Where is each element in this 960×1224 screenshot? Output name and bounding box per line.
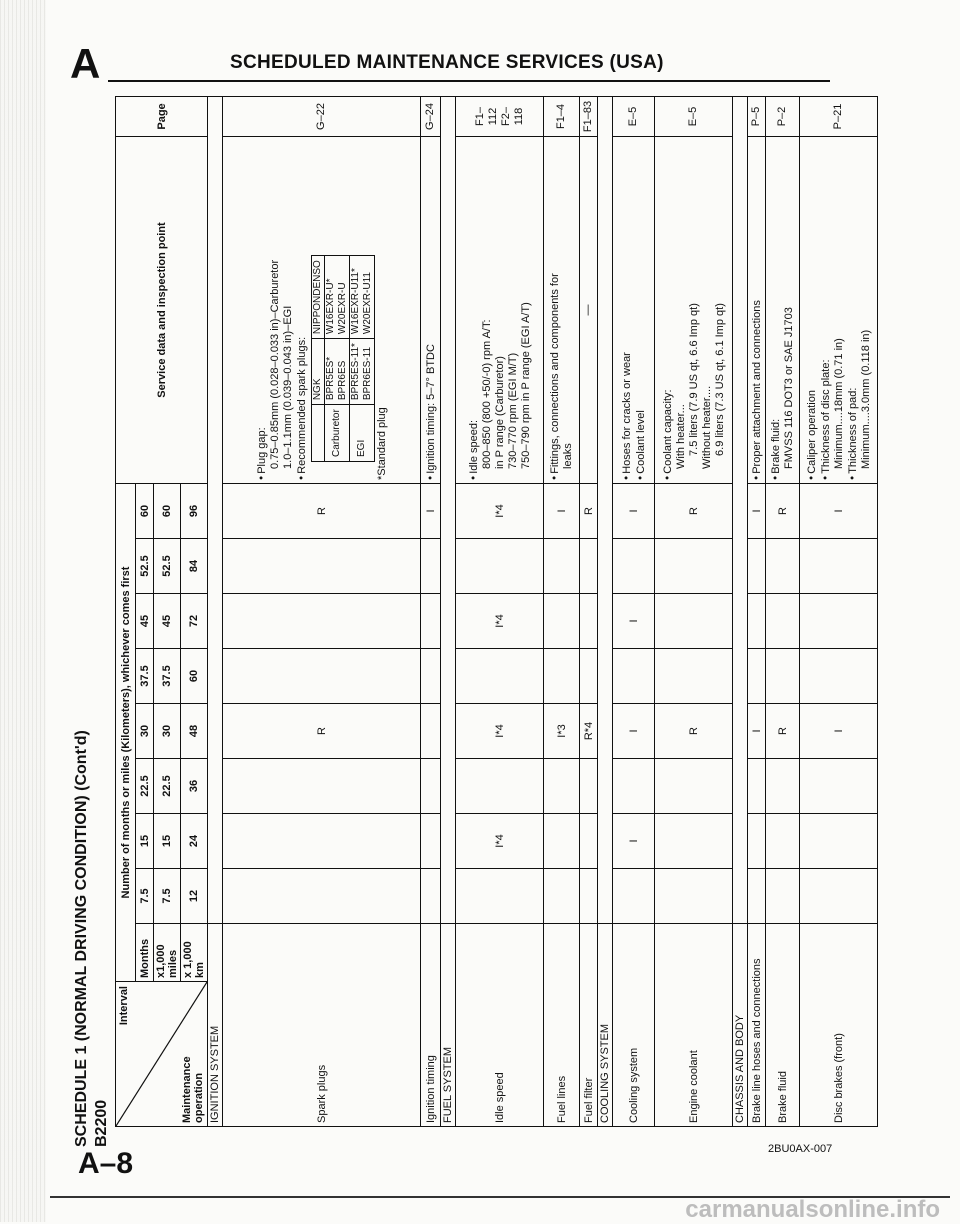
interval-mark bbox=[766, 814, 800, 869]
month-value: 60 bbox=[136, 483, 154, 538]
miles-value: 15 bbox=[154, 814, 181, 869]
interval-mark: R bbox=[223, 483, 421, 538]
interval-mark bbox=[766, 649, 800, 704]
interval-mark: I bbox=[613, 704, 655, 759]
interval-mark bbox=[655, 594, 733, 649]
service-data: — bbox=[580, 136, 598, 483]
miles-value: 45 bbox=[154, 594, 181, 649]
interval-header: Number of months or miles (Kilometers), whichever comes first bbox=[116, 483, 136, 981]
km-value: 60 bbox=[181, 649, 208, 704]
operation-name: Idle speed bbox=[456, 924, 544, 1127]
interval-mark bbox=[223, 869, 421, 924]
corner-header-cell bbox=[116, 982, 208, 1127]
interval-mark bbox=[766, 759, 800, 814]
interval-mark bbox=[223, 649, 421, 704]
interval-mark bbox=[613, 649, 655, 704]
miles-value: 52.5 bbox=[154, 539, 181, 594]
interval-mark bbox=[421, 759, 441, 814]
operation-name: Spark plugs bbox=[223, 924, 421, 1127]
interval-label: Interval bbox=[118, 986, 130, 1026]
interval-mark bbox=[544, 539, 580, 594]
page-title: SCHEDULED MAINTENANCE SERVICES (USA) bbox=[230, 52, 664, 73]
interval-mark bbox=[655, 814, 733, 869]
page-ref: F1–4 bbox=[544, 96, 580, 136]
operation-name: Brake line hoses and connections bbox=[748, 924, 766, 1127]
month-value: 15 bbox=[136, 814, 154, 869]
header-rule bbox=[108, 80, 830, 82]
interval-mark: R bbox=[655, 704, 733, 759]
km-value: 84 bbox=[181, 539, 208, 594]
page-ref: E–5 bbox=[655, 96, 733, 136]
interval-mark bbox=[223, 539, 421, 594]
km-value: 24 bbox=[181, 814, 208, 869]
interval-mark bbox=[655, 869, 733, 924]
interval-mark bbox=[800, 539, 878, 594]
scan-binding-edge bbox=[0, 0, 46, 1222]
operation-name: Ignition timing bbox=[421, 924, 441, 1127]
interval-mark bbox=[655, 649, 733, 704]
table-row bbox=[766, 96, 800, 1126]
service-data: ● Fittings, connections and components for leaks bbox=[544, 136, 580, 483]
table-row bbox=[613, 96, 655, 1126]
service-data: ● Idle speed: 800–850 (800 +50/-0) rpm A/T: in P range (Carburetor) 730–770 rpm (EGI M/T) 750–790 rpm in P range (EGI A/T) bbox=[456, 136, 544, 483]
interval-mark bbox=[655, 759, 733, 814]
interval-mark bbox=[800, 594, 878, 649]
figure-code: 2BU0AX-007 bbox=[768, 1143, 833, 1155]
km-value: 36 bbox=[181, 759, 208, 814]
interval-mark: R bbox=[655, 483, 733, 538]
interval-mark bbox=[766, 594, 800, 649]
unit-km: x 1,000 km bbox=[181, 924, 208, 982]
page-header: Page bbox=[116, 96, 208, 136]
interval-mark bbox=[580, 869, 598, 924]
interval-mark bbox=[421, 704, 441, 759]
interval-mark: I*3 bbox=[544, 704, 580, 759]
interval-mark bbox=[421, 594, 441, 649]
table-row bbox=[223, 96, 421, 1126]
maintenance-operation-label: Maintenance operation bbox=[181, 1056, 205, 1123]
interval-mark bbox=[421, 869, 441, 924]
watermark: carmanualsonline.info bbox=[685, 1196, 940, 1223]
km-value: 48 bbox=[181, 704, 208, 759]
miles-value: 22.5 bbox=[154, 759, 181, 814]
interval-mark bbox=[613, 869, 655, 924]
schedule-title: SCHEDULE 1 (NORMAL DRIVING CONDITION) (Cont'd) bbox=[73, 730, 90, 1147]
page-ref: P–2 bbox=[766, 96, 800, 136]
interval-mark bbox=[613, 759, 655, 814]
service-header: Service data and inspection point bbox=[116, 136, 208, 483]
interval-mark: R bbox=[766, 483, 800, 538]
service-data: ● Coolant capacity: With heater... 7.5 liters (7.9 US qt, 6.6 Imp qt) Without heater.... 6.9 liters (7.3 US qt, 6.1 Imp qt) bbox=[655, 136, 733, 483]
interval-mark: R*4 bbox=[580, 704, 598, 759]
interval-mark: I*4 bbox=[456, 594, 544, 649]
interval-mark bbox=[544, 814, 580, 869]
interval-mark bbox=[748, 814, 766, 869]
table-row bbox=[800, 96, 878, 1126]
km-value: 12 bbox=[181, 869, 208, 924]
interval-mark bbox=[223, 814, 421, 869]
interval-mark: R bbox=[580, 483, 598, 538]
interval-mark bbox=[456, 759, 544, 814]
interval-mark: I*4 bbox=[456, 483, 544, 538]
interval-mark: I bbox=[800, 483, 878, 538]
interval-mark bbox=[766, 869, 800, 924]
interval-mark bbox=[421, 814, 441, 869]
interval-mark: I*4 bbox=[456, 704, 544, 759]
service-data: ● Caliper operation ● Thickness of disc plate: Minimum....18mm (0.71 in) ● Thickness of pad: Minimum....3.0mm (0.118 in) bbox=[800, 136, 878, 483]
page-ref: P–5 bbox=[748, 96, 766, 136]
operation-name: Fuel lines bbox=[544, 924, 580, 1127]
section-label: FUEL SYSTEM bbox=[441, 924, 456, 1127]
interval-mark bbox=[421, 649, 441, 704]
operation-name: Fuel filter bbox=[580, 924, 598, 1127]
interval-mark: I bbox=[748, 704, 766, 759]
table-row bbox=[421, 96, 441, 1126]
interval-mark bbox=[456, 539, 544, 594]
section-label: CHASSIS AND BODY bbox=[733, 924, 748, 1127]
table-row bbox=[655, 96, 733, 1126]
month-value: 30 bbox=[136, 704, 154, 759]
interval-mark: R bbox=[766, 704, 800, 759]
month-value: 7.5 bbox=[136, 869, 154, 924]
km-value: 96 bbox=[181, 483, 208, 538]
rotated-schedule-block bbox=[73, 97, 872, 1147]
service-data: ● Ignition timing: 5–7° BTDC bbox=[421, 136, 441, 483]
interval-mark bbox=[580, 759, 598, 814]
section-letter: A bbox=[70, 40, 102, 87]
section-row-chassis bbox=[733, 96, 748, 1126]
interval-mark bbox=[748, 869, 766, 924]
page-ref: G–22 bbox=[223, 96, 421, 136]
interval-mark bbox=[800, 869, 878, 924]
interval-mark bbox=[544, 759, 580, 814]
table-row bbox=[580, 96, 598, 1126]
interval-mark bbox=[748, 649, 766, 704]
km-value: 72 bbox=[181, 594, 208, 649]
month-value: 22.5 bbox=[136, 759, 154, 814]
operation-name: Disc brakes (front) bbox=[800, 924, 878, 1127]
interval-mark bbox=[223, 594, 421, 649]
section-label: IGNITION SYSTEM bbox=[208, 924, 223, 1127]
spark-plug-table: NGK NIPPONDENSO Carburetor BPR5ES* BPR6ES W16EXR-U* W20EXR-U EGI BPR5ES-11* BPR6ES-11 W16EXR-U11* W20EXR-U11 bbox=[311, 255, 375, 462]
service-data: ● Proper attachment and connections bbox=[748, 136, 766, 483]
miles-value: 7.5 bbox=[154, 869, 181, 924]
interval-mark: I bbox=[421, 483, 441, 538]
interval-mark: R bbox=[223, 704, 421, 759]
interval-mark: I bbox=[613, 814, 655, 869]
interval-mark bbox=[766, 539, 800, 594]
unit-months: Months bbox=[136, 924, 154, 982]
interval-mark: I bbox=[544, 483, 580, 538]
section-row-cooling bbox=[598, 96, 613, 1126]
maintenance-table bbox=[115, 96, 878, 1127]
interval-mark: I bbox=[748, 483, 766, 538]
unit-miles: x1,000 miles bbox=[154, 924, 181, 982]
interval-mark: I bbox=[800, 704, 878, 759]
section-row-ignition bbox=[208, 96, 223, 1126]
interval-mark bbox=[800, 759, 878, 814]
interval-mark: I bbox=[613, 483, 655, 538]
page-ref: E–5 bbox=[613, 96, 655, 136]
month-value: 45 bbox=[136, 594, 154, 649]
miles-value: 30 bbox=[154, 704, 181, 759]
page-ref: F1–83 bbox=[580, 96, 598, 136]
interval-mark bbox=[800, 649, 878, 704]
section-label: COOLING SYSTEM bbox=[598, 924, 613, 1127]
interval-mark bbox=[655, 539, 733, 594]
interval-mark bbox=[544, 649, 580, 704]
table-row bbox=[456, 96, 544, 1126]
miles-value: 37.5 bbox=[154, 649, 181, 704]
interval-mark bbox=[544, 594, 580, 649]
interval-mark bbox=[544, 869, 580, 924]
month-value: 52.5 bbox=[136, 539, 154, 594]
interval-mark bbox=[748, 759, 766, 814]
interval-mark bbox=[580, 814, 598, 869]
interval-mark bbox=[421, 539, 441, 594]
month-value: 37.5 bbox=[136, 649, 154, 704]
interval-mark: I bbox=[613, 594, 655, 649]
miles-value: 60 bbox=[154, 483, 181, 538]
page-ref: F1–112 F2–118 bbox=[456, 96, 544, 136]
interval-mark bbox=[456, 869, 544, 924]
page-ref: G–24 bbox=[421, 96, 441, 136]
schedule-model: B2200 bbox=[93, 1099, 110, 1147]
table-row bbox=[544, 96, 580, 1126]
operation-name: Brake fluid bbox=[766, 924, 800, 1127]
service-data: ● Plug gap: 0.75–0.85mm (0.028–0.033 in)–Carburetor 1.0–1.1mm (0.039–0.043 in)–EGI ● Recommended spark plugs: NGK NIPPONDENSO Carburetor BPR5ES* BPR6ES W16EXR-U* W20EXR-U EGI BPR5ES-11* BPR6ES-11 W16EXR-U11* W20EXR-U11 *Standard plug bbox=[223, 136, 421, 483]
operation-name: Engine coolant bbox=[655, 924, 733, 1127]
interval-mark: I*4 bbox=[456, 814, 544, 869]
interval-mark bbox=[748, 539, 766, 594]
page-number: A–8 bbox=[78, 1147, 134, 1180]
service-data: ● Hoses for cracks or wear ● Coolant level bbox=[613, 136, 655, 483]
section-row-fuel bbox=[441, 96, 456, 1126]
operation-name: Cooling system bbox=[613, 924, 655, 1127]
interval-mark bbox=[580, 539, 598, 594]
interval-mark bbox=[223, 759, 421, 814]
interval-mark bbox=[800, 814, 878, 869]
interval-mark bbox=[613, 539, 655, 594]
service-data: ● Brake fluid: FMVSS 116 DOT3 or SAE J1703 bbox=[766, 136, 800, 483]
interval-mark bbox=[456, 649, 544, 704]
table-row bbox=[748, 96, 766, 1126]
interval-mark bbox=[580, 594, 598, 649]
interval-mark bbox=[748, 594, 766, 649]
page-ref: P–21 bbox=[800, 96, 878, 136]
interval-mark bbox=[580, 649, 598, 704]
